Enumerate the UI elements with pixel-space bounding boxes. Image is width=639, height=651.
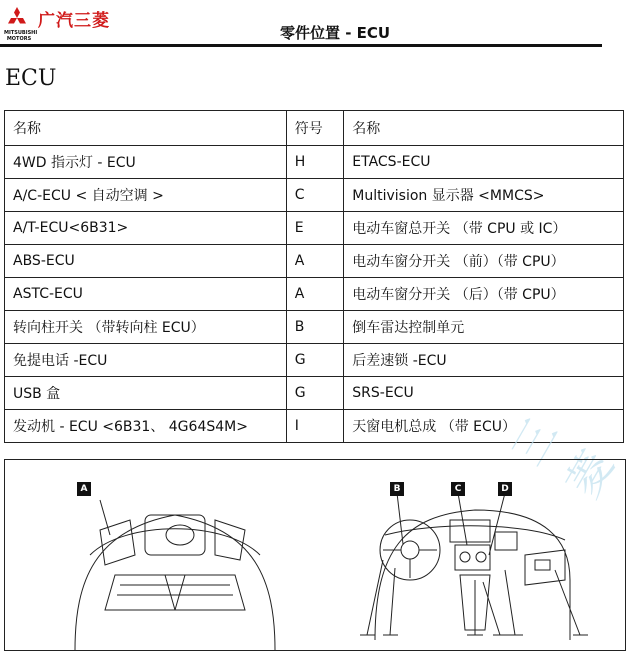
header-title: 零件位置 - ECU [280,24,391,42]
page-title: ECU [5,66,57,91]
header-divider [0,44,602,47]
callout-label: D [498,482,512,496]
callout-label: C [451,482,465,496]
table-row [5,278,624,311]
table-cell: SRS-ECU [344,377,624,410]
table-cell: 电动车窗分开关 （后）（带 CPU） [344,278,624,311]
page-header [0,0,602,48]
table-cell: A [286,278,344,311]
table-cell: A/T-ECU<6B31> [5,212,287,245]
table-cell: I [286,410,344,443]
brand-name-en: MITSUBISHI MOTORS [4,30,38,42]
table-cell: ABS-ECU [5,245,287,278]
column-header-name-2: 名称 [344,111,624,146]
table-cell: ETACS-ECU [344,146,624,179]
table-cell: 发动机 - ECU <6B31、 4G64S4M> [5,410,287,443]
table-cell: G [286,344,344,377]
table-cell: 倒车雷达控制单元 [344,311,624,344]
table-cell: A/C-ECU < 自动空调 > [5,179,287,212]
table-cell: 后差速锁 -ECU [344,344,624,377]
mitsubishi-logo-icon [6,6,28,28]
table-cell: 电动车窗分开关 （前）（带 CPU） [344,245,624,278]
table-cell: A [286,245,344,278]
table-row [5,311,624,344]
table-header-row [5,111,624,146]
table-row [5,344,624,377]
table-row [5,212,624,245]
column-header-name: 名称 [5,111,287,146]
location-diagram [4,459,626,651]
table-cell: H [286,146,344,179]
table-cell: B [286,311,344,344]
table-cell: ASTC-ECU [5,278,287,311]
table-cell: 免提电话 -ECU [5,344,287,377]
table-cell: 4WD 指示灯 - ECU [5,146,287,179]
table-cell: Multivision 显示器 <MMCS> [344,179,624,212]
table-cell: USB 盒 [5,377,287,410]
table-cell: C [286,179,344,212]
table-row [5,179,624,212]
table-cell: G [286,377,344,410]
watermark: 三菱 [502,410,624,507]
table-cell: 转向柱开关 （带转向柱 ECU） [5,311,287,344]
vehicle-illustration [5,460,625,650]
table-cell: E [286,212,344,245]
callout-label: B [390,482,404,496]
callout-label: A [77,482,91,496]
table-row [5,245,624,278]
table-row [5,146,624,179]
table-cell: 电动车窗总开关 （带 CPU 或 IC） [344,212,624,245]
table-cell: 天窗电机总成 （带 ECU） [344,410,624,443]
column-header-symbol: 符号 [286,111,344,146]
brand-name-cn: 广汽三菱 [38,11,110,31]
